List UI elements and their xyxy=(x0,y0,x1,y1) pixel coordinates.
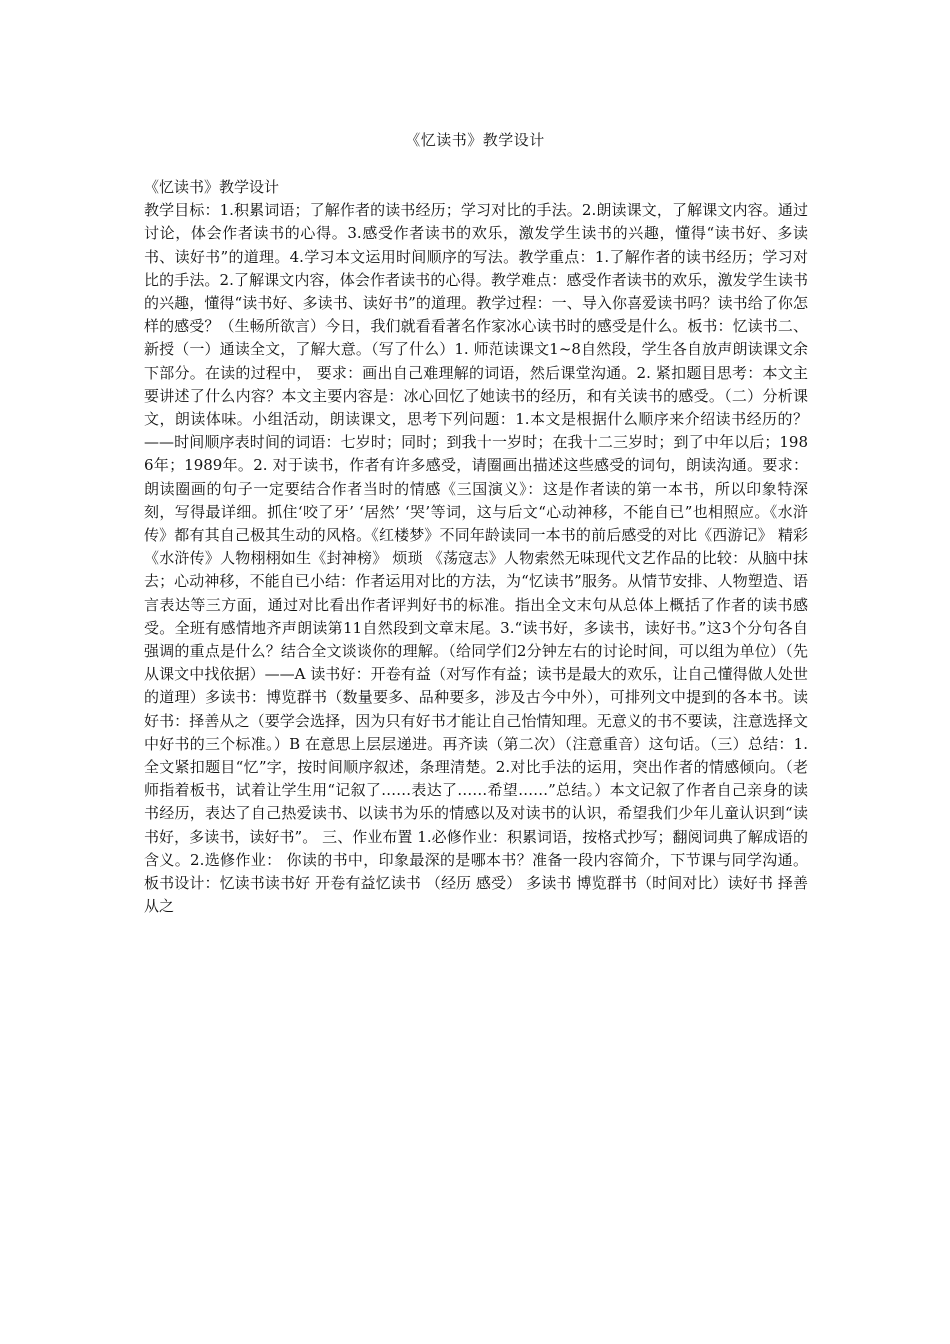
document-body xyxy=(144,176,808,919)
document-subtitle: 《忆读书》教学设计 xyxy=(144,178,280,196)
document-paragraph: 教学目标：1.积累词语；了解作者的读书经历；学习对比的手法。2.朗读课文，了解课文内容。通过讨论，体会作者读书的心得。3.感受作者读书的欢乐，激发学生读书的兴趣，懂得“读书好、多读书、读好书”的道理。4.学习本文运用时间顺序的写法。教学重点：1.了解作者的读书经历；学习对比的手法。2.了解课文内容，体会作者读书的心得。教学难点：感受作者读书的欢乐，激发学生读书的兴趣，懂得“读书好、多读书、读好书”的道理。教学过程：一、导入你喜爱读书吗？读书给了你怎样的感受？（生畅所欲言）今日，我们就看看著名作家冰心读书时的感受是什么。板书：忆读书二、新授（一）通读全文，了解大意。（写了什么）1. 师范读课文1~8自然段，学生各自放声朗读课文余下部分。在读的过程中， 要求：画出自己难理解的词语，然后课堂沟通。2. 紧扣题目思考：本文主要讲述了什么内容？本文主要内容是：冰心回忆了她读书的经历，和有关读书的感受。（二）分析课文，朗读体味。小组活动，朗读课文，思考下列问题：1.本文是根据什么顺序来介绍读书经历的？——时间顺序表时间的词语：七岁时；同时；到我十一岁时；在我十二三岁时；到了中年以后；1986年；1989年。2. 对于读书，作者有许多感受，请圈画出描述这些感受的词句，朗读沟通。要求：朗读圈画的句子一定要结合作者当时的情感《三国演义》：这是作者读的第一本书，所以印象特深刻，写得最详细。抓住‘咬了牙’ ‘居然’ ‘哭’等词，这与后文“心动神移，不能自已”也相照应。《水浒传》都有其自己极其生动的风格。《红楼梦》不同年龄读同一本书的前后感受的对比《西游记》 精彩 《水浒传》人物栩栩如生《封神榜》 烦琐 《荡寇志》人物索然无味现代文艺作品的比较：从脑中抹去；心动神移，不能自已小结：作者运用对比的方法，为“忆读书”服务。从情节安排、人物塑造、语言表达等三方面，通过对比看出作者评判好书的标准。指出全文末句从总体上概括了作者的读书感受。全班有感情地齐声朗读第11自然段到文章末尾。3.“读书好，多读书，读好书。”这3个分句各自强调的重点是什么？结合全文谈谈你的理解。（给同学们2分钟左右的讨论时间，可以组为单位）（先从课文中找依据）——A 读书好：开卷有益（对写作有益；读书是最大的欢乐，让自己懂得做人处世的道理）多读书：博览群书（数量要多、品种要多，涉及古今中外），可排列文中提到的各本书。读好书：择善从之（要学会选择，因为只有好书才能让自己怡情知理。无意义的书不要读，注意选择文中好书的三个标准。）B 在意思上层层递进。再齐读（第二次）（注意重音）这句话。（三）总结：1.全文紧扣题目“忆”字，按时间顺序叙述，条理清楚。2.对比手法的运用，突出作者的情感倾向。（老师指着板书，试着让学生用“记叙了……表达了……希望……”总结。）本文记叙了作者自己亲身的读书经历，表达了自己热爱读书、以读书为乐的情感以及对读书的认识，希望我们少年儿童认识到“读书好，多读书，读好书”。 三、作业布置 1.必修作业：积累词语，按格式抄写；翻阅词典了解成语的含义。2.选修作业： 你读的书中，印象最深的是哪本书？准备一段内容简介，下节课与同学沟通。板书设计：忆读书读书好 开卷有益忆读书 （经历 感受） 多读书 博览群书（时间对比）读好书 择善从之 xyxy=(144,201,808,916)
document-title: 《忆读书》教学设计 xyxy=(405,131,545,149)
